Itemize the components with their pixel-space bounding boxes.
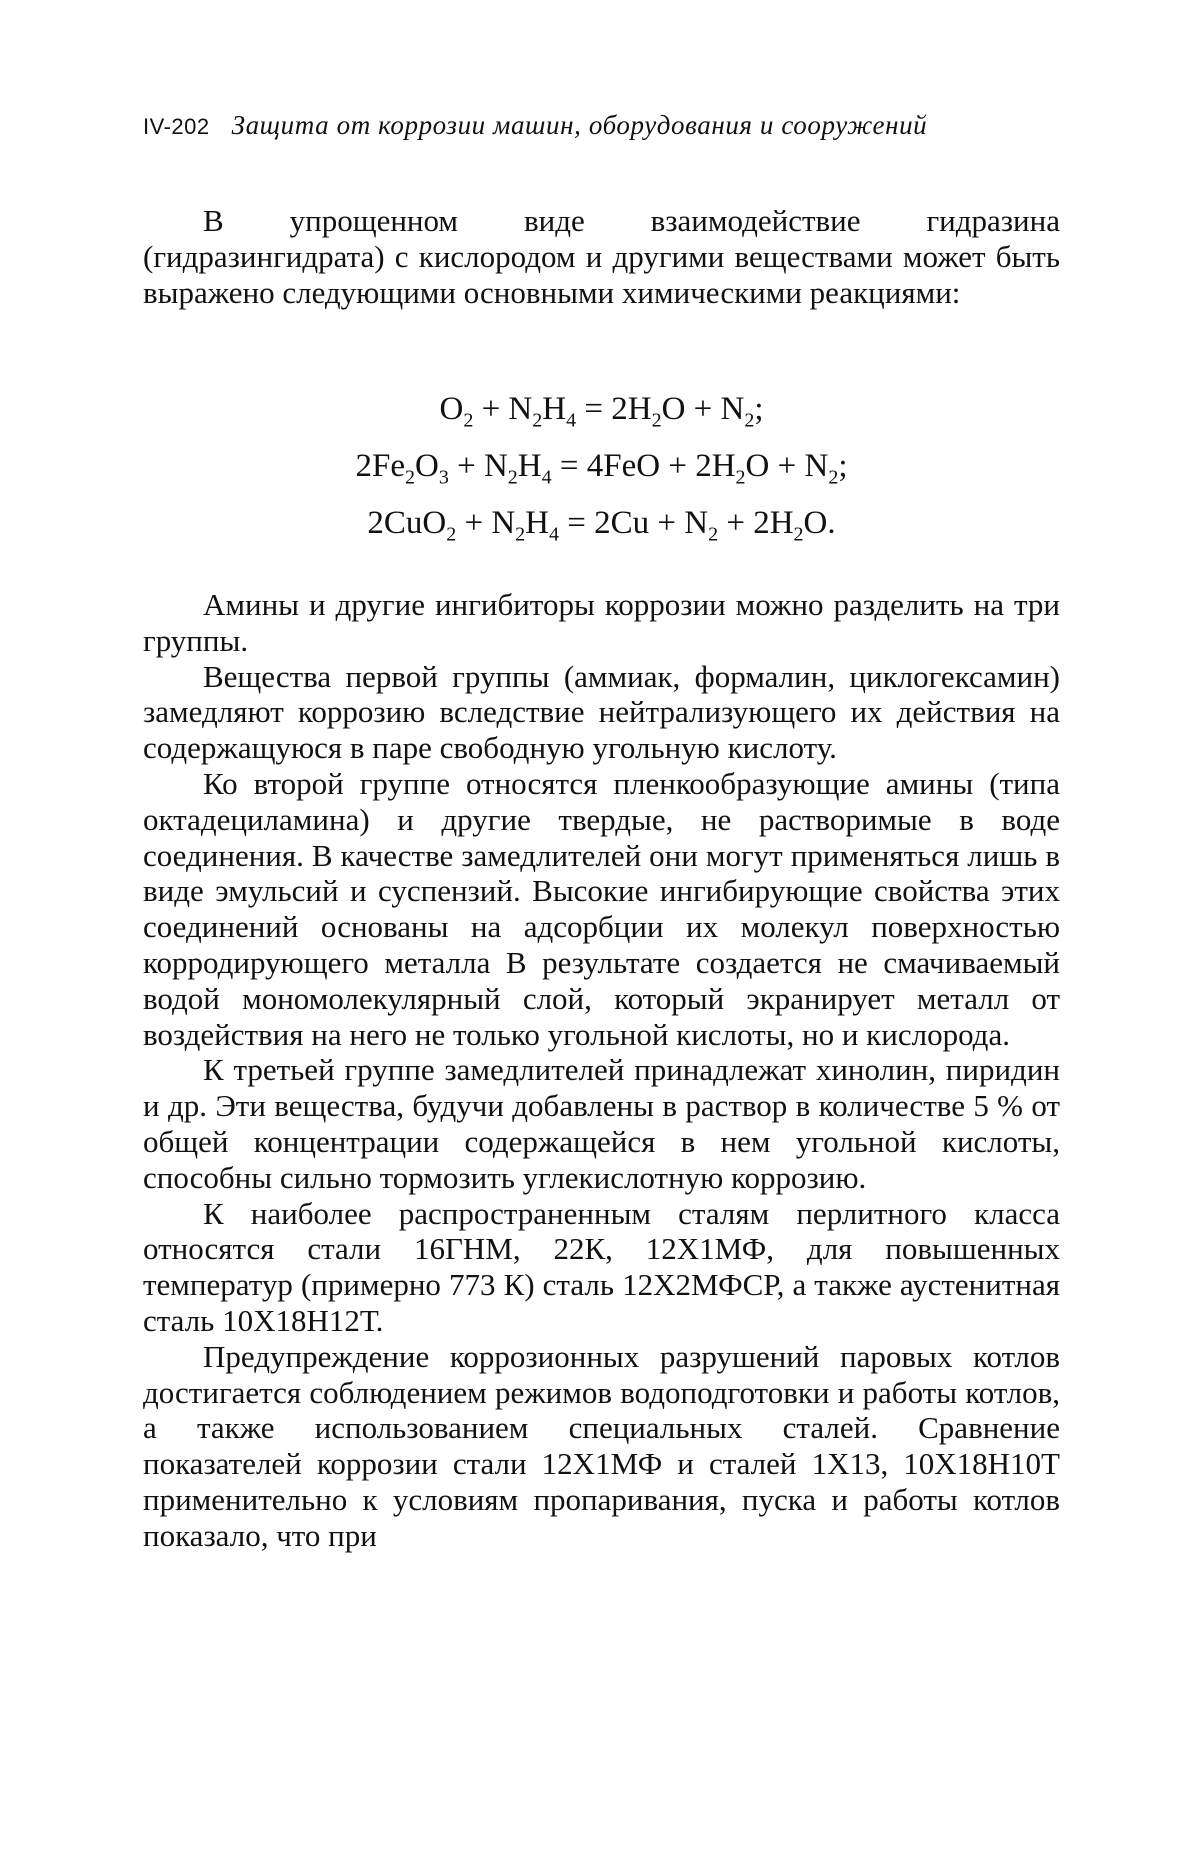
equation-3: $2CuO_2 + N_2H_4 = 2Cu + N_2 + 2H_2O$. [367,505,836,546]
paragraph-second-group: Ко второй группе относятся пленкообразующие амины (типа октадециламина) и другие твердые, не растворимые в воде соединения. В качестве замедлителей они могут применяться лишь в виде эмульсий и суспензий. Высокие ингибирующие свойства этих соединений основаны на адсорбции их молекул поверхностью корродирующего металла В результате создается не смачиваемый водой мономолекулярный слой, который экранирует металл от воздействия на него не только угольной кислоты, но и кислорода. [143,765,1060,1052]
page-number: IV-202 [143,114,210,139]
intro-block [143,203,1060,310]
equation-2: $2Fe_2O_3 + N_2H_4 = 4FeO + 2H_2O + N_2$; [355,448,848,489]
page-header [143,110,1060,141]
paragraph-third-group: К третьей группе замедлителей принадлежат хинолин, пиридин и др. Эти вещества, будучи добавлены в раствор в количестве 5 % от общей концентрации содержащейся в нем угольной кислоты, способны сильно тормозить углекислотную коррозию. [143,1052,1060,1195]
body-text [143,587,1060,1554]
reaction-equations [143,381,1060,552]
equation-1: $O_2 + N_2H_4 = 2H_2O + N_2$; [439,391,764,432]
intro-paragraph: В упрощенном виде взаимодействие гидразина (гидразингидрата) с кислородом и другими веществами может быть выражено следующими основными химическими реакциями: [143,203,1060,310]
running-title: Защита от коррозии машин, оборудования и сооружений [231,110,928,140]
paragraph-steels: К наиболее распространенным сталям перлитного класса относятся стали 16ГНМ, 22К, 12Х1МФ, для повышенных температур (примерно 773 К) сталь 12Х2МФСР, а также аустенитная сталь 10Х18Н12Т. [143,1195,1060,1338]
paragraph-prevention: Предупреждение коррозионных разрушений паровых котлов достигается соблюдением режимов водоподготовки и работы котлов, а также использованием специальных сталей. Сравнение показателей коррозии стали 12Х1МФ и сталей 1Х13, 10Х18Н10Т применительно к условиям пропаривания, пуска и работы котлов показало, что при [143,1338,1060,1553]
paragraph-inhibitor-groups: Амины и другие ингибиторы коррозии можно разделить на три группы. [143,587,1060,658]
paragraph-first-group: Вещества первой группы (аммиак, формалин, циклогексамин) замедляют коррозию вследствие нейтрализующего их действия на содержащуюся в паре свободную угольную кислоту. [143,658,1060,766]
